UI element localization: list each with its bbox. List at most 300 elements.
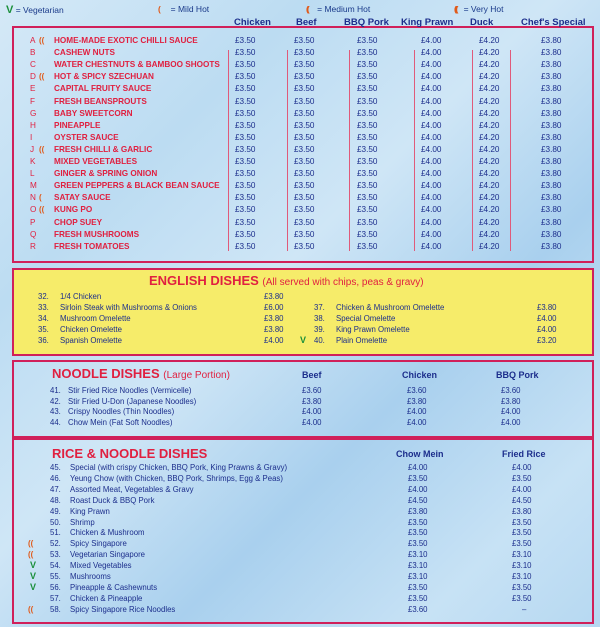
column-header-bbq-pork: BBQ Pork (344, 17, 389, 28)
item-number: 43. (50, 407, 61, 416)
price-cell: £3.50 (235, 132, 256, 142)
item-number: 52. (50, 539, 61, 549)
menu-row (14, 204, 592, 216)
item-number: 48. (50, 495, 61, 505)
dish-name: FRESH MUSHROOMS (54, 229, 140, 239)
item-name: Chicken Omelette (60, 325, 122, 334)
item-number: 34. (38, 314, 49, 323)
english-dishes-title (149, 273, 424, 288)
rice-noodle-item (14, 518, 592, 528)
item-price: £3.50 (512, 593, 532, 603)
medium-chili-icon: (( (306, 4, 308, 14)
price-cell: £3.50 (357, 72, 378, 82)
price-cell: £3.50 (235, 36, 256, 45)
column-header-beef: Beef (296, 17, 317, 28)
item-number: 36. (38, 336, 49, 345)
item-price: – (522, 604, 527, 614)
item-price: £3.10 (512, 550, 532, 560)
price-cell: £4.00 (421, 205, 442, 215)
price-cell: £3.50 (357, 169, 378, 179)
item-name: Spicy Singapore (70, 539, 127, 549)
legend-vegetarian-label: = Vegetarian (15, 5, 64, 15)
item-name: Yeung Chow (with Chicken, BBQ Pork, Shrimps, Egg & Peas) (70, 473, 283, 483)
price-cell: £4.20 (479, 241, 500, 251)
item-price: £3.10 (512, 572, 532, 581)
item-number: 55. (50, 572, 61, 581)
item-name: Pineapple & Cashewnuts (70, 582, 158, 592)
price-cell: £4.20 (479, 169, 500, 179)
english-item (14, 336, 592, 346)
price-cell: £3.50 (294, 60, 315, 70)
english-dishes-box (12, 268, 594, 356)
item-price: £3.50 (512, 517, 532, 527)
item-price: £3.10 (408, 572, 428, 581)
item-price: £3.50 (408, 593, 428, 603)
item-price: £4.00 (407, 407, 427, 416)
item-price: £3.10 (512, 561, 532, 571)
item-name: Chicken & Pineapple (70, 593, 143, 603)
row-letter: D (30, 72, 36, 82)
dish-name: BABY SWEETCORN (54, 108, 133, 118)
item-price: £3.10 (408, 561, 428, 571)
price-cell: £4.00 (421, 48, 442, 58)
item-name: King Prawn Omelette (336, 325, 410, 334)
price-cell: £3.50 (294, 241, 315, 251)
price-cell: £4.00 (421, 229, 442, 239)
item-price: £3.60 (501, 386, 521, 395)
menu-row (14, 229, 592, 241)
item-name: Chicken & Mushroom Omelette (336, 303, 445, 312)
price-cell: £3.50 (235, 229, 256, 239)
item-price: £3.10 (408, 550, 428, 560)
item-price: £3.80 (408, 506, 428, 516)
item-price: £3.60 (302, 386, 322, 395)
rice-col-chow-mein: Chow Mein (396, 449, 444, 459)
item-price: £4.00 (537, 314, 557, 323)
item-number: 38. (314, 314, 325, 323)
price-cell: £4.20 (479, 48, 500, 58)
price-cell: £4.00 (421, 144, 442, 154)
price-cell: £4.00 (421, 181, 442, 191)
price-cell: £3.80 (541, 193, 562, 203)
price-cell: £3.80 (541, 229, 562, 239)
price-cell: £4.20 (479, 84, 500, 94)
legend-mild-label: = Mild Hot (170, 4, 210, 14)
chili-icon: (( (28, 550, 34, 560)
price-cell: £4.20 (479, 157, 500, 166)
item-number: 39. (314, 325, 325, 334)
price-cell: £3.80 (541, 36, 562, 45)
legend (6, 4, 596, 16)
price-cell: £3.50 (235, 241, 256, 251)
price-cell: £3.50 (294, 217, 315, 227)
item-number: 56. (50, 582, 61, 592)
price-cell: £3.50 (294, 108, 315, 118)
price-cell: £3.50 (235, 48, 256, 58)
dish-name: OYSTER SAUCE (54, 132, 119, 142)
item-price: £3.60 (408, 604, 428, 614)
price-cell: £3.50 (357, 205, 378, 215)
price-cell: £3.80 (541, 60, 562, 70)
price-cell: £3.50 (294, 157, 315, 166)
price-cell: £3.80 (541, 205, 562, 215)
row-letter: C (30, 60, 36, 70)
row-letter: O (30, 205, 37, 215)
vegetarian-icon: V (30, 560, 37, 571)
price-cell: £3.80 (541, 96, 562, 106)
price-cell: £4.00 (421, 157, 442, 166)
item-name: Crispy Noodles (Thin Noodles) (68, 407, 175, 416)
item-price: £4.50 (408, 495, 428, 505)
price-cell: £3.50 (294, 181, 315, 191)
price-cell: £3.50 (235, 193, 256, 203)
dish-name: FRESH TOMATOES (54, 241, 130, 251)
rice-noodle-item (14, 583, 592, 593)
menu-row (14, 168, 592, 180)
dish-name: GREEN PEPPERS & BLACK BEAN SAUCE (54, 181, 220, 191)
chili-icon: ( (39, 193, 42, 203)
rice-noodle-box (12, 438, 594, 624)
row-letter: Q (30, 229, 37, 239)
very-chili-icon: ((( (454, 4, 457, 14)
item-price: £3.80 (302, 396, 322, 406)
row-letter: P (30, 217, 36, 227)
price-cell: £3.50 (357, 84, 378, 94)
item-number: 57. (50, 593, 61, 603)
item-name: Stir Fried Rice Noodles (Vermicelle) (68, 386, 192, 395)
rice-noodle-item (14, 474, 592, 484)
legend-medium (306, 4, 370, 14)
rice-noodle-item (14, 463, 592, 473)
price-cell: £3.80 (541, 217, 562, 227)
row-letter: F (30, 96, 36, 106)
row-letter: E (30, 84, 36, 94)
price-cell: £4.00 (421, 120, 442, 130)
item-price: £3.50 (512, 473, 532, 483)
item-number: 45. (50, 463, 61, 472)
item-number: 53. (50, 550, 61, 560)
english-item (14, 292, 304, 302)
menu-row (14, 120, 592, 132)
item-name: Mixed Vegetables (70, 561, 132, 571)
menu-row (14, 83, 592, 95)
dish-name: HOME-MADE EXOTIC CHILLI SAUCE (54, 36, 198, 45)
item-number: 47. (50, 484, 61, 494)
price-cell: £3.80 (541, 108, 562, 118)
price-cell: £4.00 (421, 169, 442, 179)
item-number: 58. (50, 604, 61, 614)
dish-name: HOT & SPICY SZECHUAN (54, 72, 154, 82)
price-cell: £3.50 (235, 120, 256, 130)
price-cell: £3.50 (357, 229, 378, 239)
row-letter: M (30, 181, 37, 191)
price-cell: £3.80 (541, 157, 562, 166)
dish-name: WATER CHESTNUTS & BAMBOO SHOOTS (54, 60, 220, 70)
price-cell: £3.50 (357, 217, 378, 227)
price-cell: £4.20 (479, 229, 500, 239)
english-item (14, 314, 592, 324)
price-cell: £3.50 (294, 84, 315, 94)
price-cell: £4.20 (479, 132, 500, 142)
item-name: Mushroom Omelette (60, 314, 131, 323)
item-number: 54. (50, 561, 61, 571)
rice-noodle-item (14, 572, 592, 582)
price-cell: £3.80 (541, 120, 562, 130)
menu-row (14, 144, 592, 156)
english-item (14, 325, 592, 335)
item-number: 41. (50, 386, 61, 395)
legend-very-label: = Very Hot (463, 4, 504, 14)
price-cell: £4.20 (479, 60, 500, 70)
rice-noodle-title: RICE & NOODLE DISHES (52, 446, 208, 461)
price-cell: £4.00 (421, 108, 442, 118)
noodle-dishes-title (52, 366, 230, 381)
row-letter: J (30, 144, 35, 154)
dish-name: CHOP SUEY (54, 217, 103, 227)
menu-row (14, 59, 592, 71)
price-cell: £3.50 (357, 48, 378, 58)
noodle-title-text: NOODLE DISHES (52, 366, 160, 381)
column-header-duck: Duck (470, 17, 494, 28)
item-price: £3.50 (512, 539, 532, 549)
item-number: 46. (50, 473, 61, 483)
price-cell: £3.50 (235, 181, 256, 191)
noodle-item (14, 407, 592, 417)
price-cell: £3.50 (357, 60, 378, 70)
item-number: 40. (314, 336, 325, 345)
dish-name: KUNG PO (54, 205, 93, 215)
vegetarian-icon: V (300, 335, 307, 345)
row-letter: G (30, 108, 37, 118)
noodle-item (14, 386, 592, 396)
item-price: £4.00 (501, 407, 521, 416)
price-cell: £4.20 (479, 144, 500, 154)
menu-row (14, 108, 592, 120)
item-number: 49. (50, 506, 61, 516)
price-cell: £4.20 (479, 96, 500, 106)
price-cell: £3.50 (357, 144, 378, 154)
price-cell: £3.80 (541, 241, 562, 251)
item-number: 51. (50, 528, 61, 538)
vegetarian-icon: V (30, 581, 37, 592)
item-number: 32. (38, 292, 49, 301)
menu-row (14, 96, 592, 108)
dish-name: MIXED VEGETABLES (54, 157, 138, 166)
item-price: £3.80 (407, 396, 427, 406)
price-cell: £3.50 (235, 72, 256, 82)
price-cell: £3.80 (541, 181, 562, 191)
rice-noodle-item (14, 528, 592, 538)
menu-row (14, 156, 592, 168)
item-name: Assorted Meat, Vegetables & Gravy (70, 484, 194, 494)
menu-row (14, 71, 592, 83)
item-price: £3.50 (408, 528, 428, 538)
row-letter: N (30, 193, 36, 203)
chili-icon: (( (39, 72, 45, 82)
row-letter: A (30, 36, 36, 45)
price-cell: £3.50 (294, 205, 315, 215)
item-price: £3.80 (264, 314, 284, 323)
item-price: £4.00 (408, 463, 428, 472)
item-name: Spicy Singapore Rice Noodles (70, 604, 176, 614)
legend-mild (158, 4, 209, 14)
item-price: £4.00 (501, 417, 521, 427)
price-cell: £3.50 (357, 132, 378, 142)
price-cell: £4.00 (421, 36, 442, 45)
price-cell: £4.00 (421, 132, 442, 142)
rice-noodle-item (14, 485, 592, 495)
price-cell: £3.50 (235, 60, 256, 70)
price-cell: £3.50 (235, 144, 256, 154)
item-number: 35. (38, 325, 49, 334)
legend-very (454, 4, 504, 14)
item-name: Chicken & Mushroom (70, 528, 145, 538)
price-cell: £3.50 (357, 108, 378, 118)
price-cell: £3.80 (541, 84, 562, 94)
main-menu-header (14, 17, 592, 29)
dish-name: CAPITAL FRUITY SAUCE (54, 84, 152, 94)
price-cell: £3.50 (357, 193, 378, 203)
noodle-col-beef: Beef (302, 370, 322, 380)
item-price: £3.50 (408, 582, 428, 592)
item-price: £4.00 (264, 336, 284, 345)
price-cell: £4.20 (479, 193, 500, 203)
price-cell: £3.80 (541, 48, 562, 58)
price-cell: £3.50 (294, 48, 315, 58)
legend-vegetarian (6, 4, 64, 16)
price-cell: £3.50 (294, 72, 315, 82)
price-cell: £3.50 (235, 108, 256, 118)
item-name: Plain Omelette (336, 336, 388, 345)
item-price: £4.00 (512, 463, 532, 472)
item-price: £4.50 (512, 495, 532, 505)
dish-name: SATAY SAUCE (54, 193, 111, 203)
price-cell: £3.50 (235, 169, 256, 179)
price-cell: £4.20 (479, 217, 500, 227)
rice-col-fried-rice: Fried Rice (502, 449, 546, 459)
item-price: £3.50 (408, 539, 428, 549)
row-letter: I (30, 132, 33, 142)
chili-icon: (( (28, 604, 34, 614)
item-price: £4.00 (302, 417, 322, 427)
item-number: 42. (50, 396, 61, 406)
item-price: £4.00 (512, 484, 532, 494)
price-cell: £3.50 (235, 217, 256, 227)
rice-noodle-item (14, 496, 592, 506)
column-header-king-prawn: King Prawn (401, 17, 454, 28)
item-number: 37. (314, 303, 325, 312)
item-price: £4.00 (408, 484, 428, 494)
dish-name: FRESH BEANSPROUTS (54, 96, 147, 106)
item-price: £3.50 (408, 473, 428, 483)
item-name: Chow Mein (Fat Soft Noodles) (68, 417, 173, 427)
item-name: 1/4 Chicken (60, 292, 102, 301)
price-cell: £3.50 (294, 132, 315, 142)
price-cell: £3.80 (541, 72, 562, 82)
noodle-col-chicken: Chicken (402, 370, 438, 380)
noodle-item (14, 418, 592, 428)
price-cell: £3.80 (541, 132, 562, 142)
english-item (14, 303, 592, 313)
price-cell: £3.50 (357, 120, 378, 130)
price-cell: £4.00 (421, 217, 442, 227)
price-cell: £4.20 (479, 120, 500, 130)
item-price: £4.00 (537, 325, 557, 334)
english-title-text: ENGLISH DISHES (149, 273, 259, 288)
item-price: £3.80 (264, 325, 284, 334)
item-price: £3.80 (501, 396, 521, 406)
noodle-subtitle: (Large Portion) (163, 370, 230, 381)
item-name: Stir Fried U-Don (Japanese Noodles) (68, 396, 197, 406)
rice-noodle-item (14, 561, 592, 571)
price-cell: £3.50 (357, 181, 378, 191)
menu-row (14, 192, 592, 204)
noodle-item (14, 397, 592, 407)
price-cell: £3.50 (294, 120, 315, 130)
price-cell: £3.50 (357, 241, 378, 251)
item-price: £4.00 (302, 407, 322, 416)
column-header-chicken: Chicken (234, 17, 271, 28)
item-name: Vegetarian Singapore (70, 550, 145, 560)
price-cell: £3.50 (357, 157, 378, 166)
item-name: Special (with crispy Chicken, BBQ Pork, King Prawns & Gravy) (70, 463, 288, 472)
dish-name: FRESH CHILLI & GARLIC (54, 144, 153, 154)
row-letter: B (30, 48, 36, 58)
price-cell: £3.50 (357, 96, 378, 106)
dish-name: GINGER & SPRING ONION (54, 169, 158, 179)
price-cell: £3.50 (294, 144, 315, 154)
price-cell: £3.80 (541, 169, 562, 179)
dish-name: CASHEW NUTS (54, 48, 115, 58)
price-cell: £4.00 (421, 241, 442, 251)
price-cell: £3.80 (541, 144, 562, 154)
price-cell: £3.50 (235, 205, 256, 215)
item-price: £3.80 (512, 506, 532, 516)
row-letter: L (30, 169, 35, 179)
rice-noodle-item (14, 539, 592, 549)
price-cell: £3.50 (235, 157, 256, 166)
item-price: £3.60 (407, 386, 427, 395)
menu-row (14, 132, 592, 144)
item-price: £3.50 (408, 517, 428, 527)
item-number: 33. (38, 303, 49, 312)
item-price: £4.00 (407, 417, 427, 427)
item-price: £3.80 (537, 303, 557, 312)
price-cell: £3.50 (235, 84, 256, 94)
price-cell: £4.20 (479, 108, 500, 118)
vegetarian-icon: V (30, 571, 37, 581)
mild-chili-icon: ( (158, 4, 159, 14)
item-name: Shrimp (70, 517, 95, 527)
menu-row (14, 35, 592, 47)
item-name: Spanish Omelette (60, 336, 122, 345)
price-cell: £3.50 (294, 96, 315, 106)
menu-row (14, 241, 592, 253)
column-header-chef-s-special: Chef's Special (521, 17, 586, 28)
row-letter: K (30, 157, 36, 166)
row-letter: H (30, 120, 36, 130)
item-price: £3.50 (512, 582, 532, 592)
item-price: £3.80 (264, 292, 284, 301)
chili-icon: (( (39, 144, 45, 154)
english-subtitle: (All served with chips, peas & gravy) (262, 277, 424, 288)
price-cell: £3.50 (357, 36, 378, 45)
price-cell: £4.00 (421, 96, 442, 106)
price-cell: £4.00 (421, 60, 442, 70)
price-cell: £3.50 (294, 169, 315, 179)
price-cell: £3.50 (235, 96, 256, 106)
rice-noodle-item (14, 507, 592, 517)
